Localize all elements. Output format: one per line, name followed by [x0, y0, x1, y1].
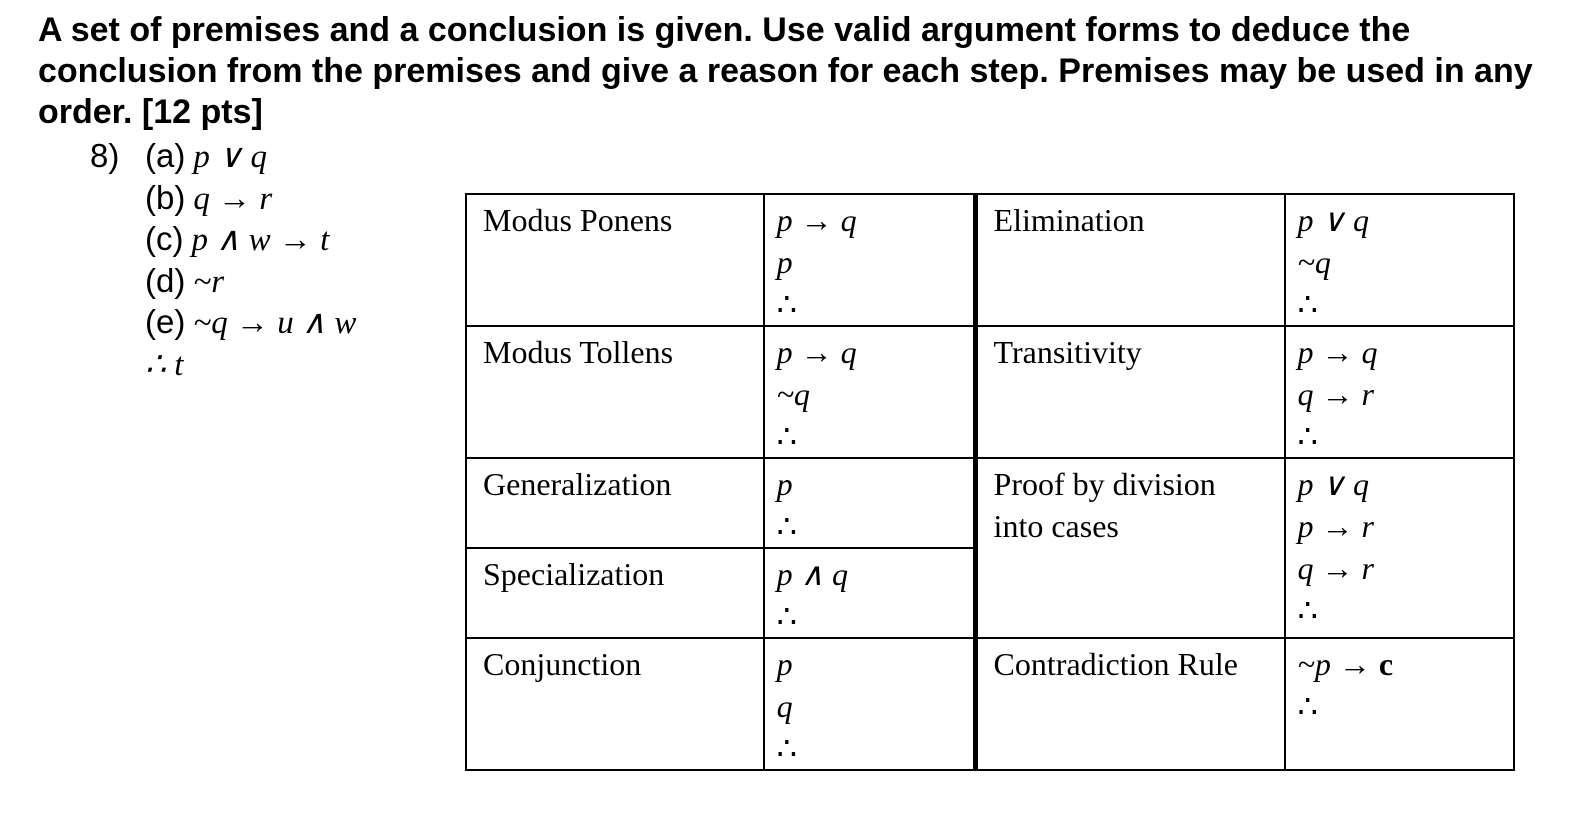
- form-line: ~q: [776, 376, 810, 412]
- table-row: [466, 458, 1514, 548]
- argument-forms-table: [465, 193, 1515, 771]
- therefore-symbol: ∴: [776, 418, 797, 454]
- form-line: p ∨ q: [1297, 466, 1369, 502]
- table-row: [466, 194, 1514, 326]
- form-line: q: [776, 688, 793, 724]
- form-line: p ∨ q: [1297, 202, 1369, 238]
- form-line: p: [776, 646, 793, 682]
- premise-b: [90, 177, 356, 219]
- rule-name-specialization: Specialization: [466, 548, 764, 638]
- rule-name-transitivity: Transitivity: [975, 326, 1284, 458]
- table-row: [466, 326, 1514, 458]
- therefore-symbol: ∴: [776, 286, 797, 322]
- form-line: p → q: [776, 202, 857, 238]
- therefore-symbol: ∴: [1297, 286, 1318, 322]
- rule-form-specialization: [764, 548, 975, 638]
- contradiction-constant: c: [1378, 646, 1394, 682]
- premise-expression: q → r: [193, 180, 273, 217]
- rule-form-elimination: [1285, 194, 1514, 326]
- rule-form-division-into-cases: [1285, 458, 1514, 638]
- conclusion: [90, 343, 356, 385]
- premise-expression: p ∧ w → t: [191, 222, 330, 258]
- problem-number: 8): [90, 137, 120, 174]
- rule-name-modus-ponens: Modus Ponens: [466, 194, 764, 326]
- rule-name-line: into cases: [993, 508, 1119, 544]
- form-line: p: [776, 244, 793, 280]
- therefore-symbol: ∴: [1297, 418, 1318, 454]
- premise-e: [90, 301, 356, 343]
- premise-label: (b): [145, 178, 186, 216]
- therefore-symbol: ∴: [1297, 688, 1318, 724]
- rule-form-modus-tollens: [764, 326, 975, 458]
- premise-d: [90, 260, 356, 302]
- rule-name-conjunction: Conjunction: [466, 638, 764, 770]
- form-line: p: [776, 466, 793, 502]
- form-line: p → q: [776, 334, 857, 370]
- rule-form-generalization: [764, 458, 975, 548]
- premise-label: (a): [145, 137, 186, 174]
- premise-expression: p ∨ q: [193, 139, 267, 175]
- rule-form-modus-ponens: [764, 194, 975, 326]
- form-line: ~p →: [1297, 646, 1371, 682]
- form-line: q → r: [1297, 550, 1374, 586]
- form-line: p → q: [1297, 334, 1378, 370]
- rule-form-conjunction: [764, 638, 975, 770]
- premise-label: (c): [145, 220, 184, 257]
- premise-expression: ~q → u ∧ w: [193, 305, 357, 341]
- rule-form-transitivity: [1285, 326, 1514, 458]
- rule-name-contradiction: Contradiction Rule: [975, 638, 1284, 770]
- therefore-symbol: ∴: [1297, 592, 1318, 628]
- conclusion-expression: ∴ t: [145, 346, 184, 383]
- table-row: [466, 638, 1514, 770]
- therefore-symbol: ∴: [776, 730, 797, 766]
- premise-c: [90, 218, 356, 260]
- premise-label: (d): [145, 261, 186, 299]
- rule-form-contradiction: [1285, 638, 1514, 770]
- instructions-text: A set of premises and a conclusion is given. Use valid argument forms to deduce the conclusion from the premises and give a reason for each step. Premises may be used in any order. [12 pts]: [38, 11, 1533, 131]
- premise-label: (e): [145, 303, 186, 340]
- form-line: q → r: [1297, 376, 1374, 412]
- premise-expression: ~r: [193, 263, 225, 300]
- premise-a: [90, 135, 356, 177]
- rule-name-division-into-cases: [975, 458, 1284, 638]
- form-line: ~q: [1297, 244, 1331, 280]
- problem-8: [90, 135, 356, 384]
- rule-name-line: Proof by division: [993, 466, 1216, 502]
- therefore-symbol: ∴: [776, 508, 797, 544]
- therefore-symbol: ∴: [776, 598, 797, 634]
- rule-name-elimination: Elimination: [975, 194, 1284, 326]
- form-line: p ∧ q: [776, 556, 848, 592]
- form-line: p → r: [1297, 508, 1374, 544]
- rule-name-modus-tollens: Modus Tollens: [466, 326, 764, 458]
- rule-name-generalization: Generalization: [466, 458, 764, 548]
